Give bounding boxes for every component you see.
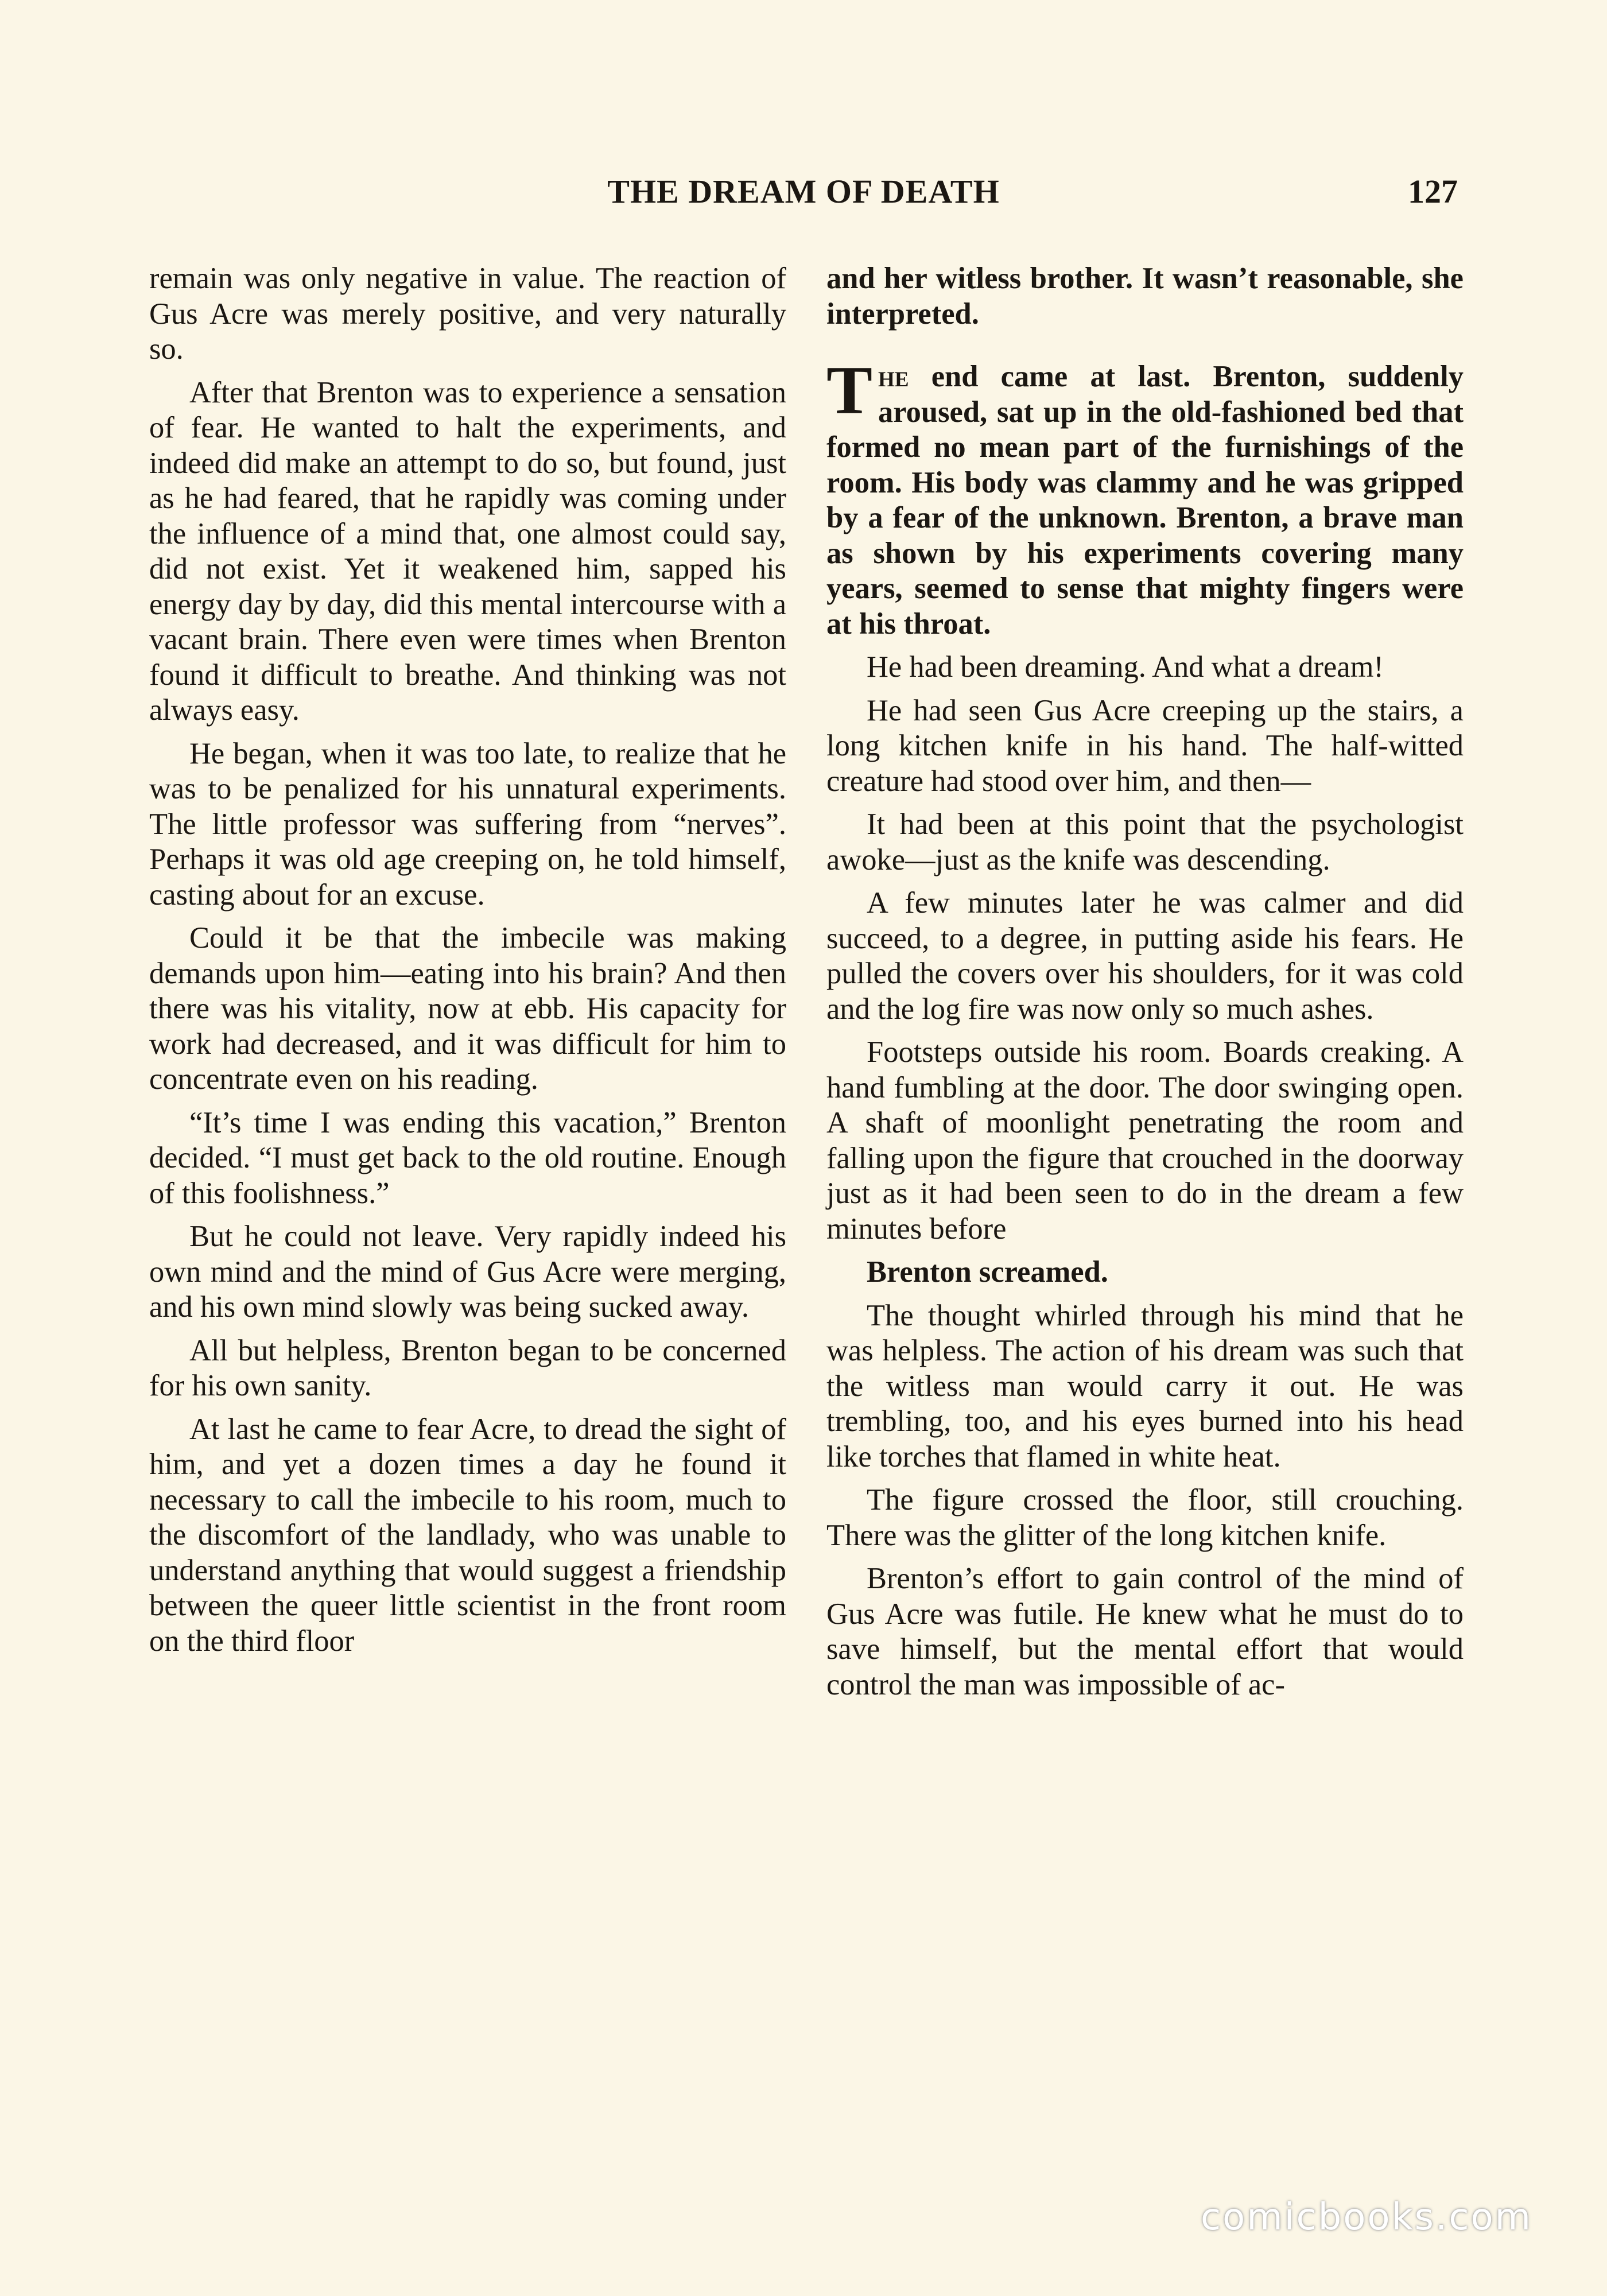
paragraph: A few minutes later he was calmer and did succeed, to a degree, in putting aside his fears. He pulled the covers over his shoulders, for it was cold and the log fire was now only so much ashes. [826, 886, 1464, 1026]
drop-cap: T [826, 352, 873, 428]
paragraph: “It’s time I was ending this vacation,” Brenton decided. “I must get back to the old routine. Enough of this foolishness.” [149, 1106, 786, 1210]
running-title: THE DREAM OF DEATH [607, 173, 1000, 210]
paragraph: The thought whirled through his mind that he was helpless. The action of his dream was such that the witless man would carry it out. He was trembling, too, and his eyes burned into his head like torches that flamed in white heat. [826, 1298, 1464, 1473]
paragraph: remain was only negative in value. The reaction of Gus Acre was merely positive, and very naturally so. [149, 262, 786, 366]
paragraph-text: end came at last. Brenton, suddenly aroused, sat up in the old-fashioned bed that formed no mean part of the furnishings of the room. His body was clammy and he was gripped by a fear of the unknown. Brenton, a brave man as shown by his experiments covering many years, seemed to sense that mighty fingers were at his throat. [826, 360, 1464, 641]
paragraph: It had been at this point that the psychologist awoke—just as the knife was descending. [826, 808, 1464, 876]
watermark: comicbooks.com [1200, 2196, 1532, 2239]
section-opening-paragraph [826, 352, 1464, 642]
paragraph: Could it be that the imbecile was making demands upon him—eating into his brain? And then there was his vitality, now at ebb. His capacity for work had decreased, and it was difficult for him to concentrate even on his reading. [149, 921, 786, 1096]
small-caps-lead: he [878, 360, 909, 393]
paragraph: But he could not leave. Very rapidly indeed his own mind and the mind of Gus Acre were merging, and his own mind slowly was being sucked away. [149, 1220, 786, 1324]
right-column [826, 261, 1464, 1711]
page-number: 127 [1408, 173, 1458, 210]
paragraph: The figure crossed the floor, still crouching. There was the glitter of the long kitchen knife. [826, 1483, 1464, 1552]
paragraph: Footsteps outside his room. Boards creaking. A hand fumbling at the door. The door swinging open. A shaft of moonlight penetrating the room and falling upon the figure that crouched in the doorway just as it had been seen to do in the dream a few minutes before [826, 1035, 1464, 1246]
paragraph: He had seen Gus Acre creeping up the stairs, a long kitchen knife in his hand. The half-witted creature had stood over him, and then— [826, 693, 1464, 798]
left-column [149, 261, 786, 1667]
paragraph: and her witless brother. It wasn’t reasonable, she interpreted. [826, 262, 1464, 331]
paragraph: At last he came to fear Acre, to dread the sight of him, and yet a dozen times a day he found it necessary to call the imbecile to his room, much to the discomfort of the landlady, who was unable to understand anything that would suggest a friendship between the queer little scientist in the front room on the third floor [149, 1412, 786, 1658]
paragraph: He had been dreaming. And what a dream! [867, 650, 1384, 684]
paragraph: After that Brenton was to experience a sensation of fear. He wanted to halt the experiments, and indeed did make an attempt to do so, but found, just as he had feared, that he rapidly was coming under the influence of a mind that, one almost could say, did not exist. Yet it weakened him, sapped his energy day by day, did this mental intercourse with a vacant brain. There even were times when Brenton found it difficult to breathe. And thinking was not always easy. [149, 375, 786, 727]
paragraph: Brenton screamed. [867, 1255, 1108, 1289]
paragraph: Brenton’s effort to gain control of the mind of Gus Acre was futile. He knew what he must do to save himself, but the mental effort that would control the man was impossible of ac- [826, 1562, 1464, 1701]
running-header [149, 172, 1458, 218]
paragraph: He began, when it was too late, to realize that he was to be penalized for his unnatural experiments. The little professor was suffering from “nerves”. Perhaps it was old age creeping on, he told himself, casting about for an excuse. [149, 736, 786, 912]
paragraph: All but helpless, Brenton began to be concerned for his own sanity. [149, 1333, 786, 1402]
